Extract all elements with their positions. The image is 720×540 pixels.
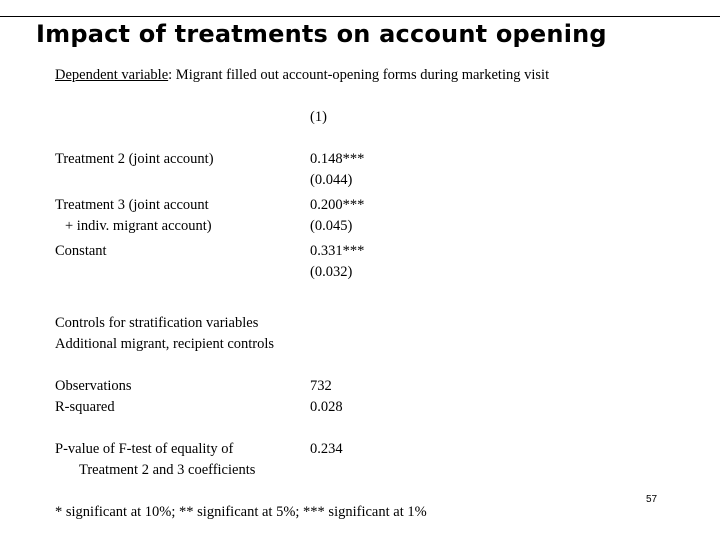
footnote: * significant at 10%; ** significant at 5%; *** significant at 1% [55, 504, 427, 520]
row-label-treatment3: Treatment 3 (joint account [55, 197, 209, 213]
column-header: (1) [310, 109, 327, 125]
stat-value-rsquared: 0.028 [310, 399, 343, 415]
dependent-variable-label: Dependent variable [55, 67, 169, 83]
page-number: 57 [646, 494, 658, 505]
top-rule [0, 16, 720, 17]
dependent-variable-text: Migrant filled out account-opening forms during marketing visit [172, 67, 550, 83]
stat-label-observations: Observations [55, 378, 132, 394]
se-treatment2: (0.044) [310, 172, 353, 188]
ftest-label-cont: Treatment 2 and 3 coefficients [79, 462, 256, 478]
stat-value-observations: 732 [310, 378, 332, 394]
row-label-constant: Constant [55, 243, 107, 259]
ftest-value: 0.234 [310, 441, 343, 457]
row-label-treatment2: Treatment 2 (joint account) [55, 151, 214, 167]
controls-additional: Additional migrant, recipient controls [55, 336, 275, 352]
se-treatment3: (0.045) [310, 218, 353, 234]
ftest-label: P-value of F-test of equality of [55, 441, 234, 457]
coef-treatment3: 0.200*** [310, 197, 365, 213]
sep: : [168, 67, 173, 83]
row-label-treatment3-cont: + indiv. migrant account) [65, 218, 212, 234]
stat-label-rsquared: R-squared [55, 399, 115, 415]
controls-stratification: Controls for stratification variables [55, 315, 259, 331]
dependent-variable [55, 65, 549, 86]
coef-treatment2: 0.148*** [310, 151, 365, 167]
slide-title: Impact of treatments on account opening [36, 20, 607, 48]
coef-constant: 0.331*** [310, 243, 365, 259]
se-constant: (0.032) [310, 264, 353, 280]
